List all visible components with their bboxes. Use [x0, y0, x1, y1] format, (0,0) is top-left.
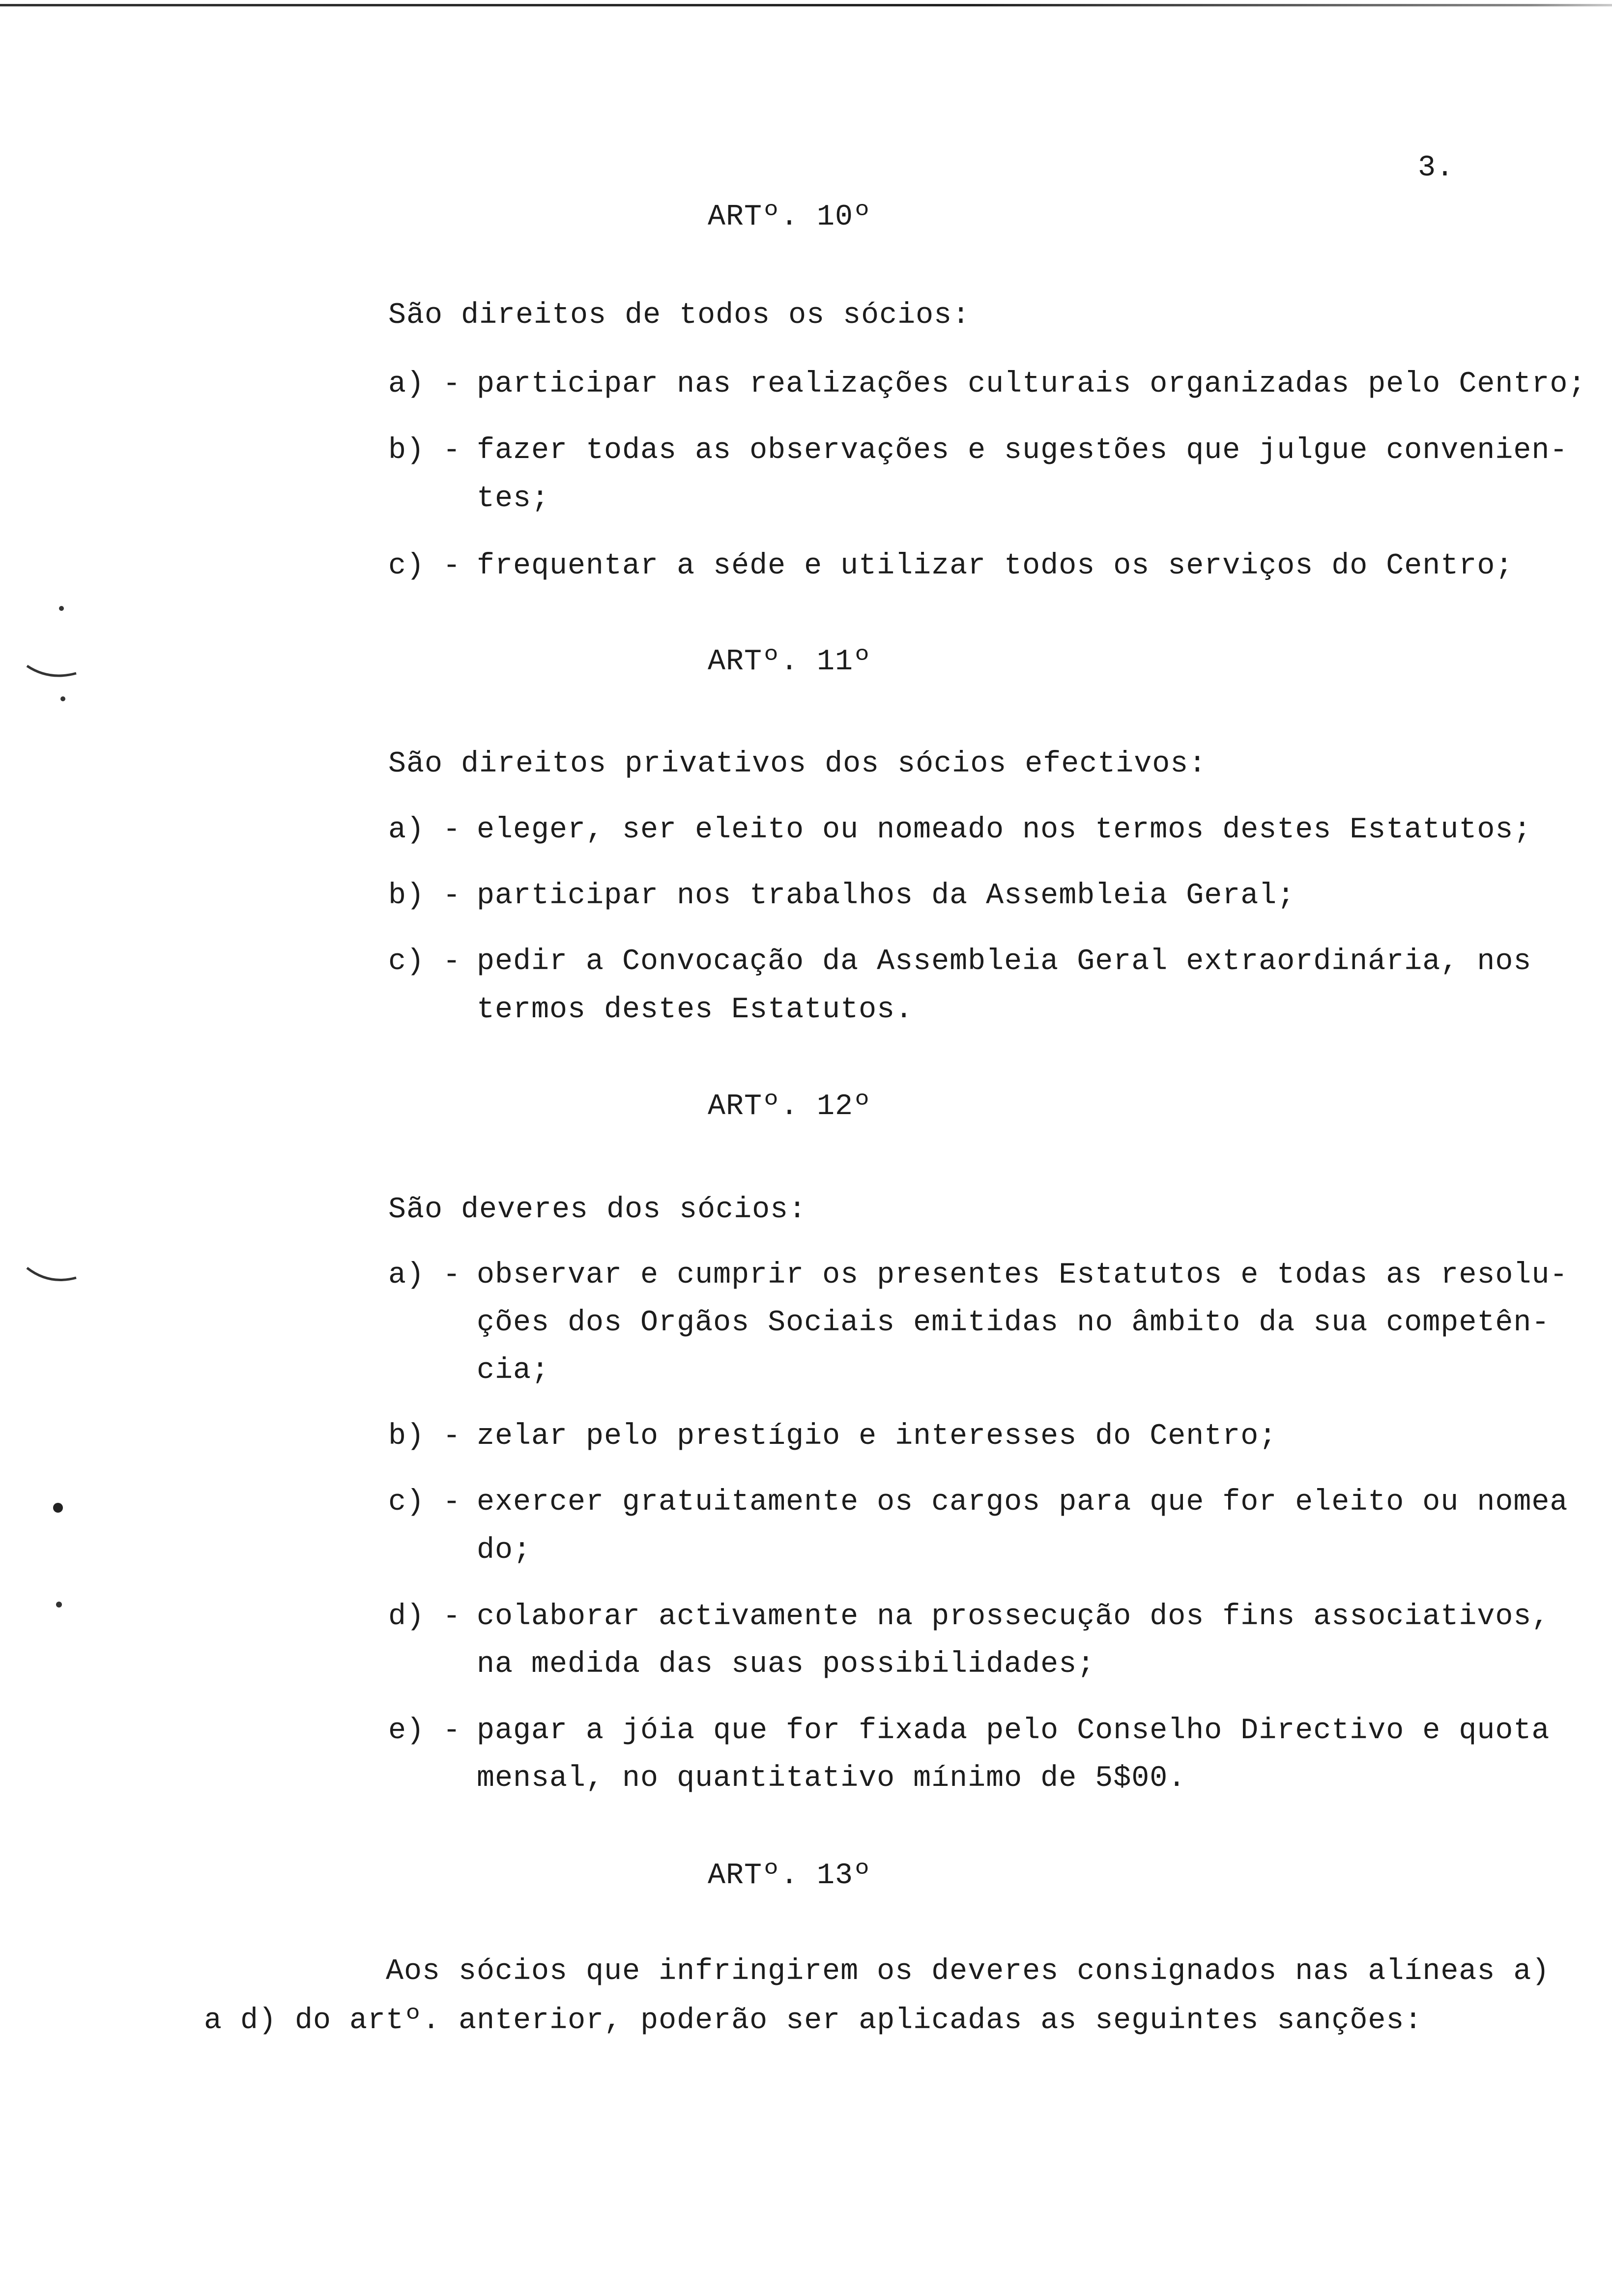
article-12-item-d-text-cont: na medida das suas possibilidades;: [477, 1648, 1095, 1681]
article-11-intro: São direitos privativos dos sócios efectivos:: [388, 747, 1207, 781]
article-11-heading: ARTº. 11º: [708, 645, 872, 679]
page-number: 3.: [1418, 151, 1455, 185]
article-11-item-b-marker: b) -: [388, 879, 461, 913]
article-11-item-c-text-cont: termos destes Estatutos.: [477, 993, 914, 1027]
article-12-item-e-text: pagar a jóia que for fixada pelo Conselho Directivo e quota: [477, 1714, 1550, 1748]
article-12-intro: São deveres dos sócios:: [388, 1193, 807, 1227]
article-10-intro: São direitos de todos os sócios:: [388, 299, 971, 332]
margin-scan-mark: [20, 1258, 88, 1297]
margin-scan-dot: [44, 1494, 74, 1523]
article-10-heading: ARTº. 10º: [708, 201, 872, 234]
article-12-item-e-marker: e) -: [388, 1714, 461, 1748]
article-12-item-b-marker: b) -: [388, 1420, 461, 1453]
article-11-item-c-text: pedir a Convocação da Assembleia Geral extraordinária, nos: [477, 945, 1532, 978]
article-11-item-a-marker: a) -: [388, 813, 461, 847]
article-12-item-a-text-cont2: cia;: [477, 1354, 550, 1387]
article-12-item-d-text: colaborar activamente na prossecução dos fins associativos,: [477, 1600, 1550, 1634]
article-10-item-a-text: participar nas realizações culturais organizadas pelo Centro;: [477, 368, 1586, 401]
article-12-item-d-marker: d) -: [388, 1600, 461, 1634]
article-12-item-a-text: observar e cumprir os presentes Estatutos e todas as resolu-: [477, 1259, 1568, 1292]
article-13-heading: ARTº. 13º: [708, 1859, 872, 1893]
article-10-item-c-marker: c) -: [388, 549, 461, 583]
article-10-item-a-marker: a) -: [388, 368, 461, 401]
scan-edge-line: [0, 4, 1612, 6]
article-12-item-c-text-cont: do;: [477, 1534, 532, 1567]
margin-scan-mark: [20, 580, 88, 718]
article-10-item-c-text: frequentar a séde e utilizar todos os serviços do Centro;: [477, 549, 1514, 583]
article-12-item-e-text-cont: mensal, no quantitativo mínimo de 5$00.: [477, 1762, 1186, 1795]
article-11-item-a-text: eleger, ser eleito ou nomeado nos termos destes Estatutos;: [477, 813, 1532, 847]
margin-scan-dot: [44, 1590, 74, 1619]
article-11-item-c-marker: c) -: [388, 945, 461, 978]
article-10-item-b-text: fazer todas as observações e sugestões que julgue convenien-: [477, 434, 1568, 467]
article-10-item-b-text-cont: tes;: [477, 482, 550, 516]
article-12-item-a-marker: a) -: [388, 1259, 461, 1292]
article-13-paragraph-line-1: Aos sócios que infringirem os deveres consignados nas alíneas a): [386, 1955, 1550, 1988]
article-12-heading: ARTº. 12º: [708, 1090, 872, 1123]
article-10-item-b-marker: b) -: [388, 434, 461, 467]
article-12-item-c-text: exercer gratuitamente os cargos para que for eleito ou nomea: [477, 1486, 1568, 1519]
article-12-item-c-marker: c) -: [388, 1486, 461, 1519]
article-12-item-b-text: zelar pelo prestígio e interesses do Centro;: [477, 1420, 1277, 1453]
article-11-item-b-text: participar nos trabalhos da Assembleia Geral;: [477, 879, 1295, 913]
article-12-item-a-text-cont: ções dos Orgãos Sociais emitidas no âmbito da sua competên-: [477, 1306, 1550, 1340]
article-13-paragraph-line-2: a d) do artº. anterior, poderão ser aplicadas as seguintes sanções:: [204, 2004, 1423, 2038]
